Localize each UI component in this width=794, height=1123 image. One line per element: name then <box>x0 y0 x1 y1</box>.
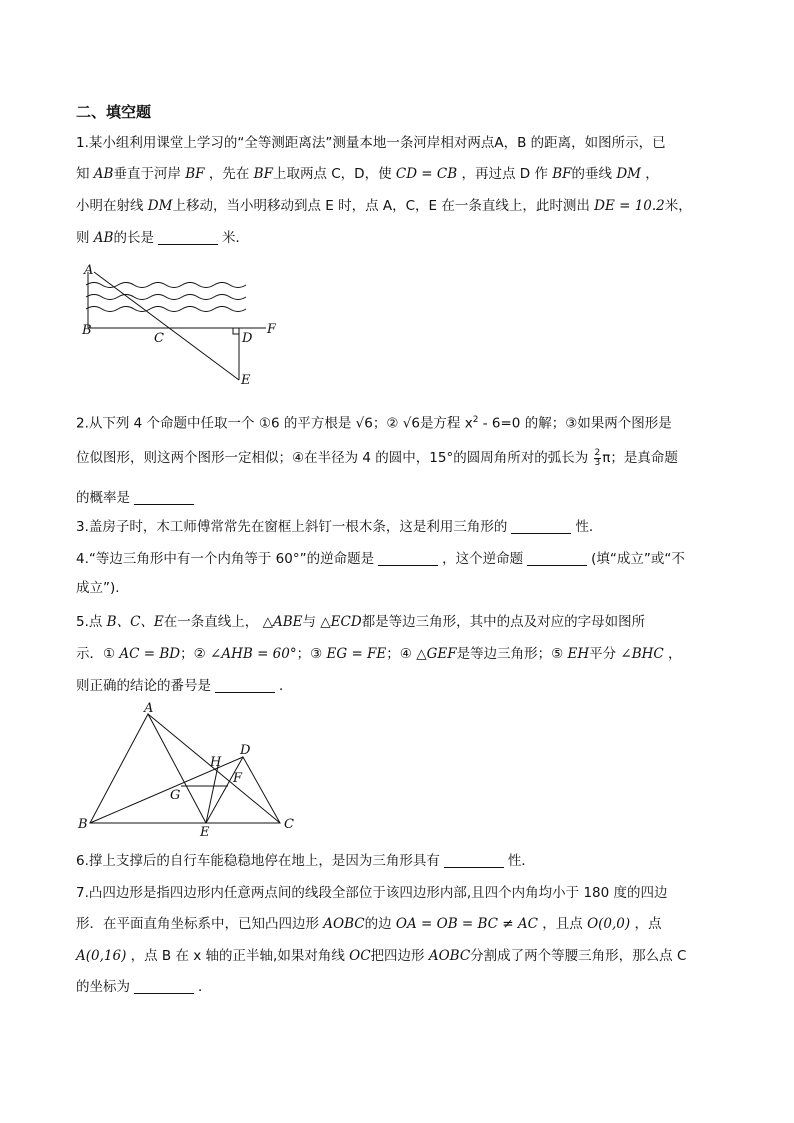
answer-blank-q3[interactable] <box>511 519 571 534</box>
q2-line-2: 位似图形，则这两个图形一定相似；④在半径为 4 的圆中，15°的圆周角所对的弧长为 $\frac{2}{3}$ π；是真命题 <box>76 447 678 468</box>
river-wave-3 <box>86 307 246 312</box>
answer-blank-q4a[interactable] <box>378 551 438 566</box>
q1-line-4: 则 AB的长是 米． <box>76 230 249 246</box>
segment-eh <box>206 766 218 823</box>
label-f: F <box>267 322 276 337</box>
river-wave-2 <box>86 295 246 300</box>
label-f: F <box>233 771 243 786</box>
q3-line-1: 3.盖房子时，木工师傅常常先在窗框上斜钉一根木条，这是利用三角形的 性． <box>76 519 603 535</box>
label-a: A <box>144 701 154 716</box>
label-d: D <box>242 331 253 346</box>
q7-line-2: 形．在平面直角坐标系中，已知凸四边形 AOBC的边 OA = OB = BC ≠ AC ，且点 O(0,0) ，点 <box>76 916 662 932</box>
q4-line-1: 4.“等边三角形中有一个内角等于 60°”的逆命题是 ，这个逆命题 (填“成立”或“不 <box>76 551 685 567</box>
label-a: A <box>84 263 94 278</box>
label-b: B <box>82 323 92 338</box>
triangle-figure <box>76 700 306 840</box>
answer-blank-q5[interactable] <box>215 678 275 693</box>
label-b: B <box>78 817 88 832</box>
q1-line-1: 1.某小组利用课堂上学习的“全等测距离法”测量本地一条河岸相对两点A，B 的距离，如图所示，已 <box>76 135 666 151</box>
q7-line-1: 7.凸四边形是指四边形内任意两点间的线段全部位于该四边形内部,且四个内角均小于 180 度的四边 <box>76 885 668 901</box>
answer-blank-q6[interactable] <box>444 853 504 868</box>
triangle-abe <box>90 714 206 823</box>
q6-line-1: 6.撑上支撑后的自行车能稳稳地停在地上，是因为三角形具有 性． <box>76 853 535 869</box>
fraction-two-thirds: $\frac{2}{3}$ <box>594 447 601 468</box>
label-e: E <box>241 373 251 388</box>
right-angle-mark <box>233 328 239 334</box>
river-figure <box>76 260 276 392</box>
label-h: H <box>210 755 222 770</box>
answer-blank-q7[interactable] <box>134 979 194 994</box>
label-g: G <box>170 788 181 803</box>
q2-line-1: 2.从下列 4 个命题中任取一个 ①6 的平方根是 √6；② √6是方程 $x^2 - 6=0$ 的解；③如果两个图形是 <box>76 415 672 432</box>
q2-line-3: 的概率是 <box>76 488 736 508</box>
q5-line-1: 5.点 B、C、E在一条直线上， △ABE与 △ECD都是等边三角形，其中的点及对应的字母如图所 <box>76 614 646 630</box>
answer-blank-q1[interactable] <box>158 230 218 245</box>
segment-ae <box>94 272 239 380</box>
q5-line-2: 示．① AC = BD；② ∠AHB = 60°；③ EG = FE；④ △GEF是等边三角形；⑤ EH平分 ∠BHC ， <box>76 646 682 662</box>
label-c: C <box>154 331 164 346</box>
label-e: E <box>200 825 210 840</box>
q7-line-3: A(0,16) ，点 B 在 x 轴的正半轴,如果对角线 OC把四边形 AOBC分割成了两个等腰三角形，那么点 C <box>76 948 687 964</box>
q4-line-2: 成立”). <box>76 580 120 596</box>
label-d: D <box>240 743 251 758</box>
answer-blank-q4b[interactable] <box>527 551 587 566</box>
label-c: C <box>284 817 294 832</box>
q7-line-4: 的坐标为 ． <box>76 979 212 995</box>
q5-line-3: 则正确的结论的番号是 ． <box>76 678 293 694</box>
q1-line-3: 小明在射线 DM上移动，当小明移动到点 E 时，点 A，C，E 在一条直线上，此时测出 DE = 10.2米， <box>76 198 692 214</box>
answer-blank-q2[interactable] <box>134 490 194 505</box>
river-wave-1 <box>86 283 246 288</box>
section-title: 二、填空题 <box>76 103 152 121</box>
q1-line-2: 知 AB垂直于河岸 BF ，先在 BF上取两点 C，D，使 CD = CB ，再过点 D 作 BF的垂线 DM ， <box>76 166 659 182</box>
